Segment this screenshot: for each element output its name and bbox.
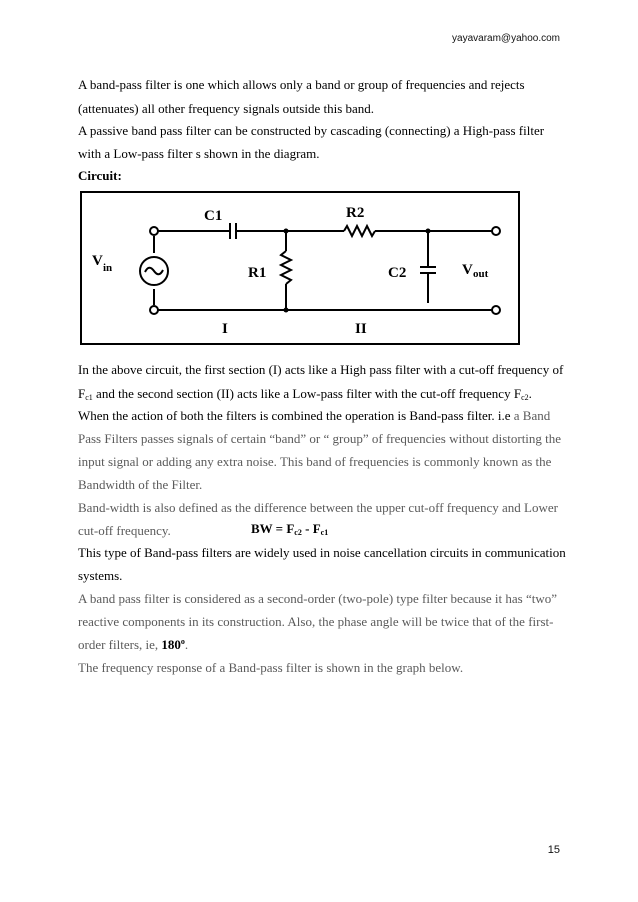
bw-sub-fc1: c1 [320,528,329,537]
para2-line-4: Bandwidth of the Filter. [78,477,203,492]
para2-line-3: input signal or adding any extra noise. This band of frequencies is commonly known as the [78,454,552,469]
c1-label: C1 [204,208,223,224]
para1-line-2 [78,386,532,402]
bandwidth-formula [251,521,328,537]
intro-line-4: with a Low-pass filter s shown in the diagram. [78,146,320,161]
para1-line-2-end: . [528,386,532,401]
vin-label: V [92,253,103,269]
para5-line-3 [78,637,188,653]
para2-line-1-grey: a Band [513,408,551,423]
bw-formula-mid: - F [301,521,321,536]
degree-superscript: o [180,637,185,646]
r1-label: R1 [248,265,267,281]
para4-line-2: systems. [78,568,123,583]
para1-line-2-text: and the second section (II) acts like a Low-pass filter with the cut-off frequency F [92,386,522,401]
header-email: yayavaram@yahoo.com [452,33,560,44]
para4-line-1: This type of Band-pass filters are widely used in noise cancellation circuits in communication [78,545,566,560]
para1-line-1: In the above circuit, the first section (I) acts like a High pass filter with a cut-off frequency of [78,362,564,377]
para3-line-2 [78,523,171,539]
phase-angle-value: 180 [161,637,181,652]
para5-line-3-end: . [184,637,189,652]
fc1-subscript: c1 [85,393,93,402]
para3-line-2-text: cut-off frequency. [78,523,171,538]
intro-line-1: A band-pass filter is one which allows only a band or group of frequencies and rejects [78,77,525,92]
intro-line-3: A passive band pass filter can be constructed by cascading (connecting) a High-pass filter [78,123,545,138]
para5-line-2: reactive components in its construction. Also, the phase angle will be twice that of the first- [78,614,554,629]
fc2-subscript: c2 [521,393,529,402]
circuit-heading: Circuit: [78,168,122,183]
vout-label: V [462,262,473,278]
para3-line-1: Band-width is also defined as the difference between the upper cut-off frequency and Lower [78,500,558,515]
section-2-label: II [355,321,367,337]
vout-subscript: out [473,268,489,280]
bw-sub-fc2: c2 [294,528,302,537]
r2-label: R2 [346,205,365,221]
para5-line-1: A band pass filter is considered as a second-order (two-pole) type filter because it has “two” [78,591,558,606]
para2-line-1 [78,408,550,424]
bw-formula-start: BW = F [251,521,295,536]
circuit-diagram [80,191,520,345]
c2-label: C2 [388,265,407,281]
para6-line-1: The frequency response of a Band-pass filter is shown in the graph below. [78,660,464,675]
fc1-symbol: F [78,386,86,401]
para5-line-3-text: order filters, ie, [78,637,162,652]
page-number: 15 [547,844,560,856]
para2-line-1-text: When the action of both the filters is combined the operation is Band-pass filter. i.e [78,408,514,423]
vin-subscript: in [103,262,113,274]
para2-line-2: Pass Filters passes signals of certain “band” or “ group” of frequencies without distorting the [78,431,562,446]
section-1-label: I [222,321,228,337]
intro-line-2: (attenuates) all other frequency signals outside this band. [78,101,375,116]
